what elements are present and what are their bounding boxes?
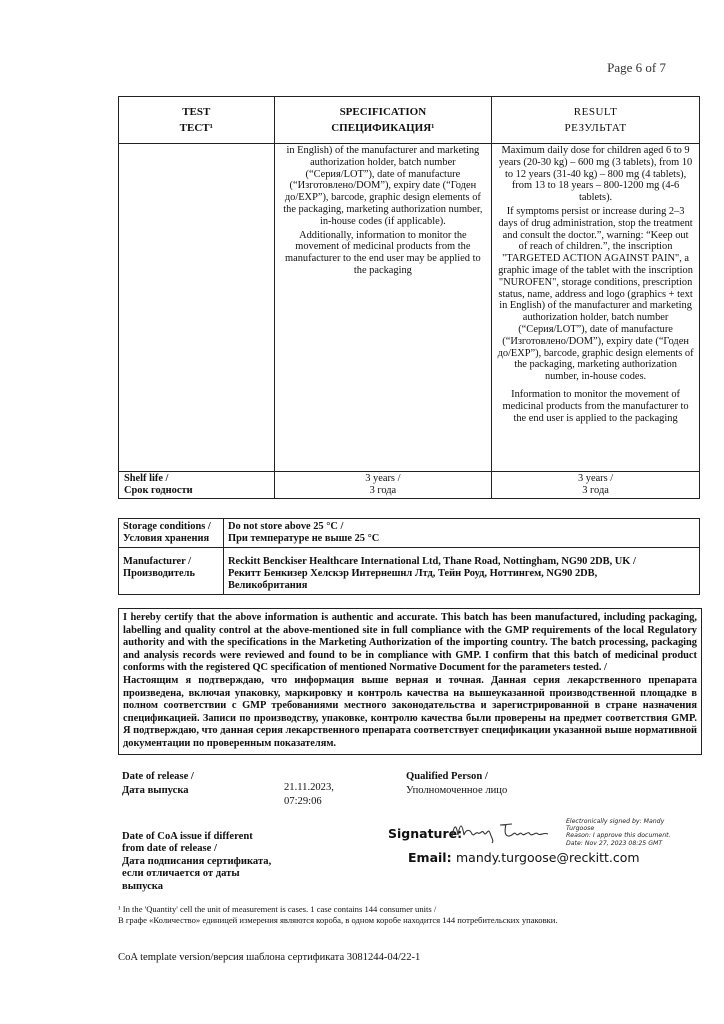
header-specification <box>274 97 492 144</box>
release-time: 07:29:06 <box>284 795 322 807</box>
shelf-life-label-ru: Срок годности <box>124 484 193 496</box>
manufacturer-value-line2: Рекитт Бенкизер Хелскэр Интернешнл Лтд, Тейн Роуд, Ноттингем, NG90 2DB, <box>228 568 598 579</box>
footnote-ru: В графе «Количество» единицей измерения являются короба, в одном коробе находится 144 потребительских упаковки. <box>118 915 558 925</box>
esig-line4: Date: Nov 27, 2023 08:25 GMT <box>566 839 663 847</box>
manufacturer-label-ru: Производитель <box>123 568 195 579</box>
footnote <box>118 904 558 926</box>
table-row-shelf-life <box>119 472 700 499</box>
storage-label <box>119 519 224 548</box>
release-date-value <box>284 781 334 808</box>
storage-value-ru: При температуре не выше 25 °C <box>228 533 380 544</box>
signature-label: Signature: <box>388 826 463 841</box>
header-test <box>119 97 275 144</box>
template-version: CoA template version/версия шаблона сертификата 3081244-04/22-1 <box>118 952 421 963</box>
esig-line3: Reason: I approve this document. <box>566 832 671 840</box>
table-row <box>119 144 700 472</box>
release-date-label <box>122 770 194 797</box>
shelf-life-result-ru: 3 года <box>582 484 609 496</box>
test-cell-empty <box>119 144 275 472</box>
spec-cell <box>274 144 492 472</box>
email-value: mandy.turgoose@reckitt.com <box>456 850 640 865</box>
storage-value-en: Do not store above 25 °C / <box>228 521 344 532</box>
coa-line4: если отличается от даты <box>122 868 240 880</box>
coa-line3: Дата подписания сертификата, <box>122 855 272 867</box>
shelf-life-label <box>119 472 275 499</box>
storage-value <box>224 519 700 548</box>
manufacturer-label <box>119 548 224 595</box>
esig-line1: Electronically signed by: Mandy <box>566 818 665 825</box>
table-header-row <box>119 97 700 144</box>
manufacturer-value <box>224 548 700 595</box>
certification-en: I hereby certify that the above information is authentic and accurate. This batch has been manufactured, including packaging, labelling and quality control at the above-mentioned site in full compliance with the GMP requirements of the local Regulatory authority and with the specifications in the Marketing Authorization of the importing country. The batch processing, packaging and analysis records were reviewed and found to be in compliance with GMP. I confirm that this batch of medicinal product conforms with the registered QC specification of mentioned Normative Document for the parameters tested. / <box>123 612 697 674</box>
footnote-en: ¹ In the 'Quantity' cell the unit of measurement is cases. 1 case contains 144 consumer units / <box>118 904 437 914</box>
release-label-en: Date of release / <box>122 771 194 782</box>
qp-label-en: Qualified Person / <box>406 771 488 782</box>
spec-paragraph-1: in English) of the manufacturer and marketing authorization holder, batch number (“Серия/LOT”), date of manufacture (“Изготовлено/DOM”), expiry date (“Годен до/EXP”), barcode, graphic design elements of the packaging, marketing authorization number, in-house codes (if applicable). <box>283 145 483 227</box>
header-test-ru: ТЕСТ¹ <box>179 122 213 134</box>
email-label: Email: <box>408 850 452 865</box>
manufacturer-row <box>119 548 700 595</box>
coa-line1: Date of CoA issue if different <box>122 831 253 842</box>
manufacturer-label-en: Manufacturer / <box>123 556 192 567</box>
release-date: 21.11.2023, <box>284 782 334 793</box>
coa-line5: выпуска <box>122 880 164 892</box>
release-label-ru: Дата выпуска <box>122 784 189 796</box>
coa-issue-label <box>122 831 292 893</box>
storage-label-ru: Условия хранения <box>123 533 210 544</box>
header-spec-ru: СПЕЦИФИКАЦИЯ¹ <box>331 122 435 134</box>
certification-ru: Настоящим я подтверждаю, что информация выше верная и точная. Данная серия лекарственного препарата произведена, включая упаковку, маркировку и контроль качества на вышеуказанной производственной площадке в полном соответствии с GMP требованиями местного законодательства и зарегистрированной в стране назначения спецификацией. Записи по производству, упаковке, контролю качества были проверены на предмет соответствия GMP. Я подтверждаю, что данная серия лекарственного препарата соответствует спецификации указанной выше нормативной документации по проверенным показателям. <box>123 674 697 749</box>
certification-statement <box>118 608 702 755</box>
coa-line2: from date of release / <box>122 843 217 855</box>
result-cell <box>492 144 700 472</box>
manufacturer-value-line1: Reckitt Benckiser Healthcare International Ltd, Thane Road, Nottingham, NG90 2DB, UK / <box>228 556 636 567</box>
storage-label-en: Storage conditions / <box>123 521 211 532</box>
specification-table <box>118 96 700 499</box>
shelf-life-spec-en: 3 years / <box>365 473 401 484</box>
esig-line2: Turgoose <box>566 825 595 833</box>
shelf-life-label-en: Shelf life / <box>124 473 169 484</box>
qualified-person-label <box>406 770 507 797</box>
header-result <box>492 97 700 144</box>
shelf-life-spec <box>274 472 492 499</box>
page-number: Page 6 of 7 <box>607 60 666 75</box>
header-result-en: RESULT <box>573 106 618 118</box>
result-paragraph-2: If symptoms persist or increase during 2–3 days of drug administration, stop the treatment and consult the doctor.”, warning: “Keep out of reach of children.”, the inscription "TARGETED ACTION AGAINST PAIN", a graphic image of the tablet with the inscription "NUROFEN", storage conditions, prescription status, name, address and logo (graphics + text in English) of the manufacturer and marketing authorization holder, batch number (“Серия/LOT”), date of manufacture (“Изготовлено/DOM”), expiry date (“Годен до/EXP”), barcode, graphic design elements of the packaging, marketing authorization number, in-house codes. <box>497 205 694 383</box>
header-result-ru: РЕЗУЛЬТАТ <box>564 122 627 134</box>
shelf-life-result-en: 3 years / <box>577 473 614 484</box>
storage-manufacturer-table <box>118 518 700 595</box>
manufacturer-value-line3: Великобритания <box>228 580 308 591</box>
spec-paragraph-2: Additionally, information to monitor the movement of medicinal products from the manufacturer to the end user may be applied to the packaging <box>285 229 481 276</box>
shelf-life-result <box>492 472 700 499</box>
header-spec-en: SPECIFICATION <box>339 106 427 118</box>
header-test-en: TEST <box>182 106 211 118</box>
result-paragraph-1: Maximum daily dose for children aged 6 to 9 years (20-30 kg) – 600 mg (3 tablets), from 10 to 12 years (31-40 kg) – 800 mg (4 tablets), from 13 to 18 years – 800-1200 mg (4-6 tablets). <box>498 145 693 204</box>
electronic-signature-stamp <box>566 818 706 847</box>
result-paragraph-3: Information to monitor the movement of medicinal products from the manufacturer to the end user is applied to the packaging <box>502 388 689 424</box>
qp-label-ru: Уполномоченное лицо <box>406 784 508 796</box>
handwritten-signature-icon <box>448 815 558 845</box>
storage-row <box>119 519 700 548</box>
shelf-life-spec-ru: 3 года <box>369 484 397 496</box>
